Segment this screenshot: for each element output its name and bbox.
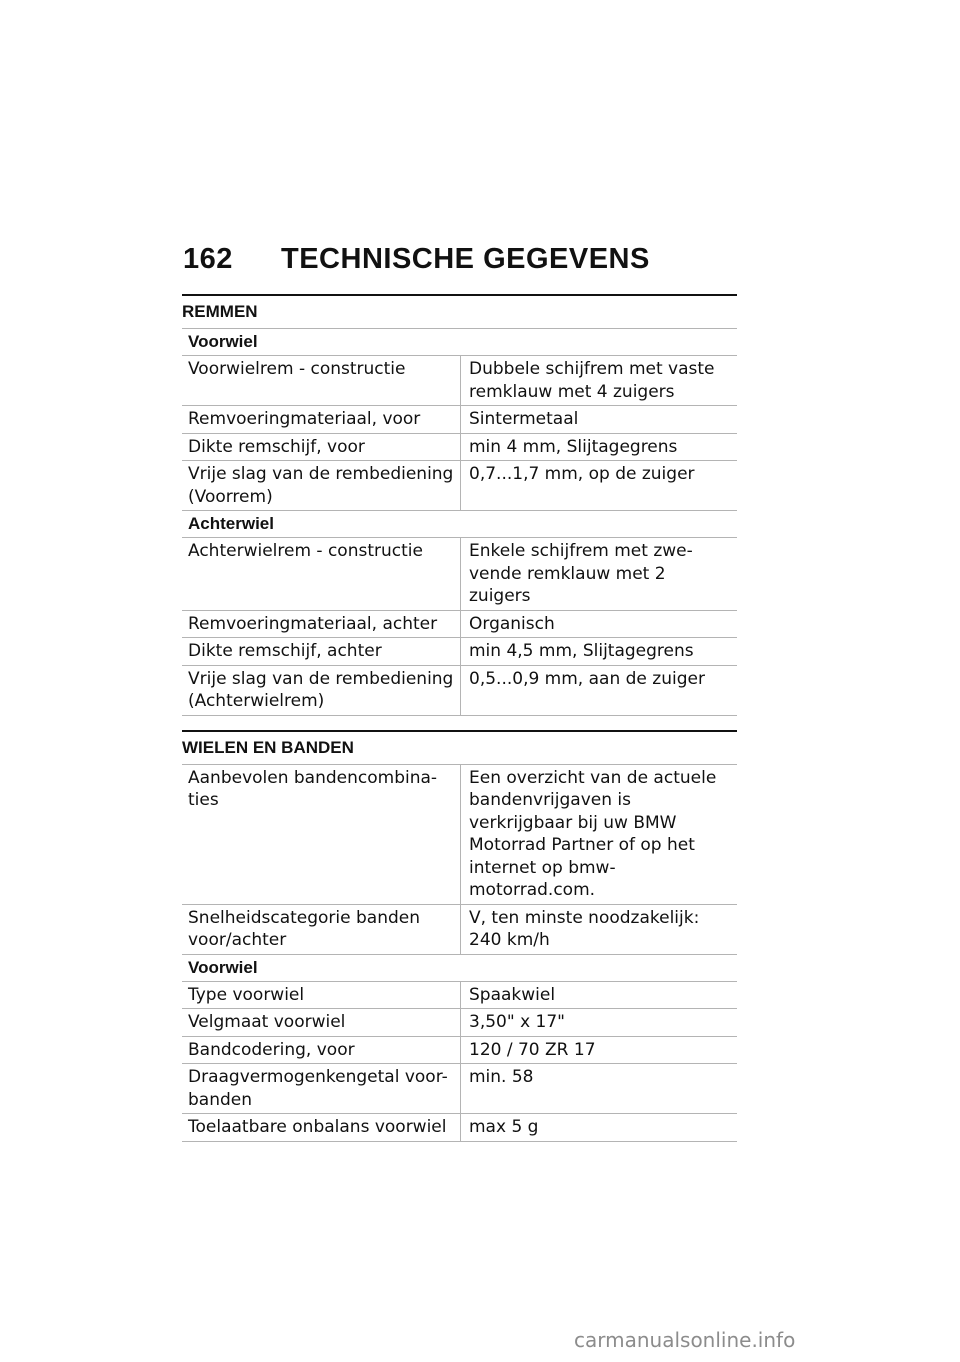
table-row	[182, 665, 737, 715]
spec-table	[182, 981, 737, 1142]
spec-label: Snelheidscategorie banden voor/achter	[182, 904, 461, 954]
spec-value: V, ten minste noodzakelijk: 240 km/h	[461, 904, 738, 954]
table-row	[182, 904, 737, 954]
spec-label: Aanbevolen bandencombina-ties	[182, 764, 461, 904]
watermark: carmanualsonline.info	[574, 1328, 796, 1352]
page-title: TECHNISCHE GEGEVENS	[281, 243, 650, 275]
table-row	[182, 610, 737, 638]
spec-label: Achterwielrem - constructie	[182, 538, 461, 611]
spec-value: min 4,5 mm, Slijtagegrens	[461, 638, 738, 666]
spec-label: Velgmaat voorwiel	[182, 1009, 461, 1037]
table-row	[182, 406, 737, 434]
table-row	[182, 1036, 737, 1064]
spec-table	[182, 537, 737, 716]
spec-value: min 4 mm, Slijtagegrens	[461, 433, 738, 461]
table-row	[182, 433, 737, 461]
spec-value: 0,7...1,7 mm, op de zuiger	[461, 461, 738, 511]
spec-value: 120 / 70 ZR 17	[461, 1036, 738, 1064]
spec-value: max 5 g	[461, 1114, 738, 1142]
section-title: WIELEN EN BANDEN	[182, 730, 737, 764]
spec-label: Dikte remschijf, voor	[182, 433, 461, 461]
spec-label: Vrije slag van de rembediening (Achterwielrem)	[182, 665, 461, 715]
spec-content	[182, 294, 737, 1156]
spec-label: Type voorwiel	[182, 981, 461, 1009]
spec-table	[182, 355, 737, 510]
spec-value: Sintermetaal	[461, 406, 738, 434]
table-row	[182, 461, 737, 511]
spec-value: Organisch	[461, 610, 738, 638]
section-remmen	[182, 294, 737, 716]
table-row	[182, 764, 737, 904]
table-row	[182, 1114, 737, 1142]
section-title: REMMEN	[182, 294, 737, 328]
table-row	[182, 538, 737, 611]
spec-label: Toelaatbare onbalans voorwiel	[182, 1114, 461, 1142]
spec-label: Voorwielrem - constructie	[182, 356, 461, 406]
spec-value: Een overzicht van de actuele bandenvrijgaven is verkrijgbaar bij uw BMW Motorrad Partner of op het internet op bmw-motorrad.com.	[461, 764, 738, 904]
page-header	[183, 243, 650, 276]
section-wielen-en-banden	[182, 730, 737, 1142]
spec-label: Remvoeringmateriaal, voor	[182, 406, 461, 434]
spec-table	[182, 764, 737, 954]
table-row	[182, 1009, 737, 1037]
spec-label: Bandcodering, voor	[182, 1036, 461, 1064]
page-number: 162	[183, 243, 233, 275]
spec-label: Vrije slag van de rembediening (Voorrem)	[182, 461, 461, 511]
spec-value: 3,50" x 17"	[461, 1009, 738, 1037]
spec-label: Dikte remschijf, achter	[182, 638, 461, 666]
group-title: Voorwiel	[182, 954, 737, 981]
spec-value: 0,5...0,9 mm, aan de zuiger	[461, 665, 738, 715]
spec-label: Remvoeringmateriaal, achter	[182, 610, 461, 638]
group-title: Achterwiel	[182, 510, 737, 537]
table-row	[182, 1064, 737, 1114]
spec-label: Draagvermogenkengetal voor-banden	[182, 1064, 461, 1114]
table-row	[182, 638, 737, 666]
spec-value: min. 58	[461, 1064, 738, 1114]
group-title: Voorwiel	[182, 328, 737, 355]
table-row	[182, 356, 737, 406]
spec-value: Dubbele schijfrem met vaste remklauw met 4 zuigers	[461, 356, 738, 406]
spec-value: Spaakwiel	[461, 981, 738, 1009]
spec-value: Enkele schijfrem met zwe-vende remklauw met 2 zuigers	[461, 538, 738, 611]
table-row	[182, 981, 737, 1009]
